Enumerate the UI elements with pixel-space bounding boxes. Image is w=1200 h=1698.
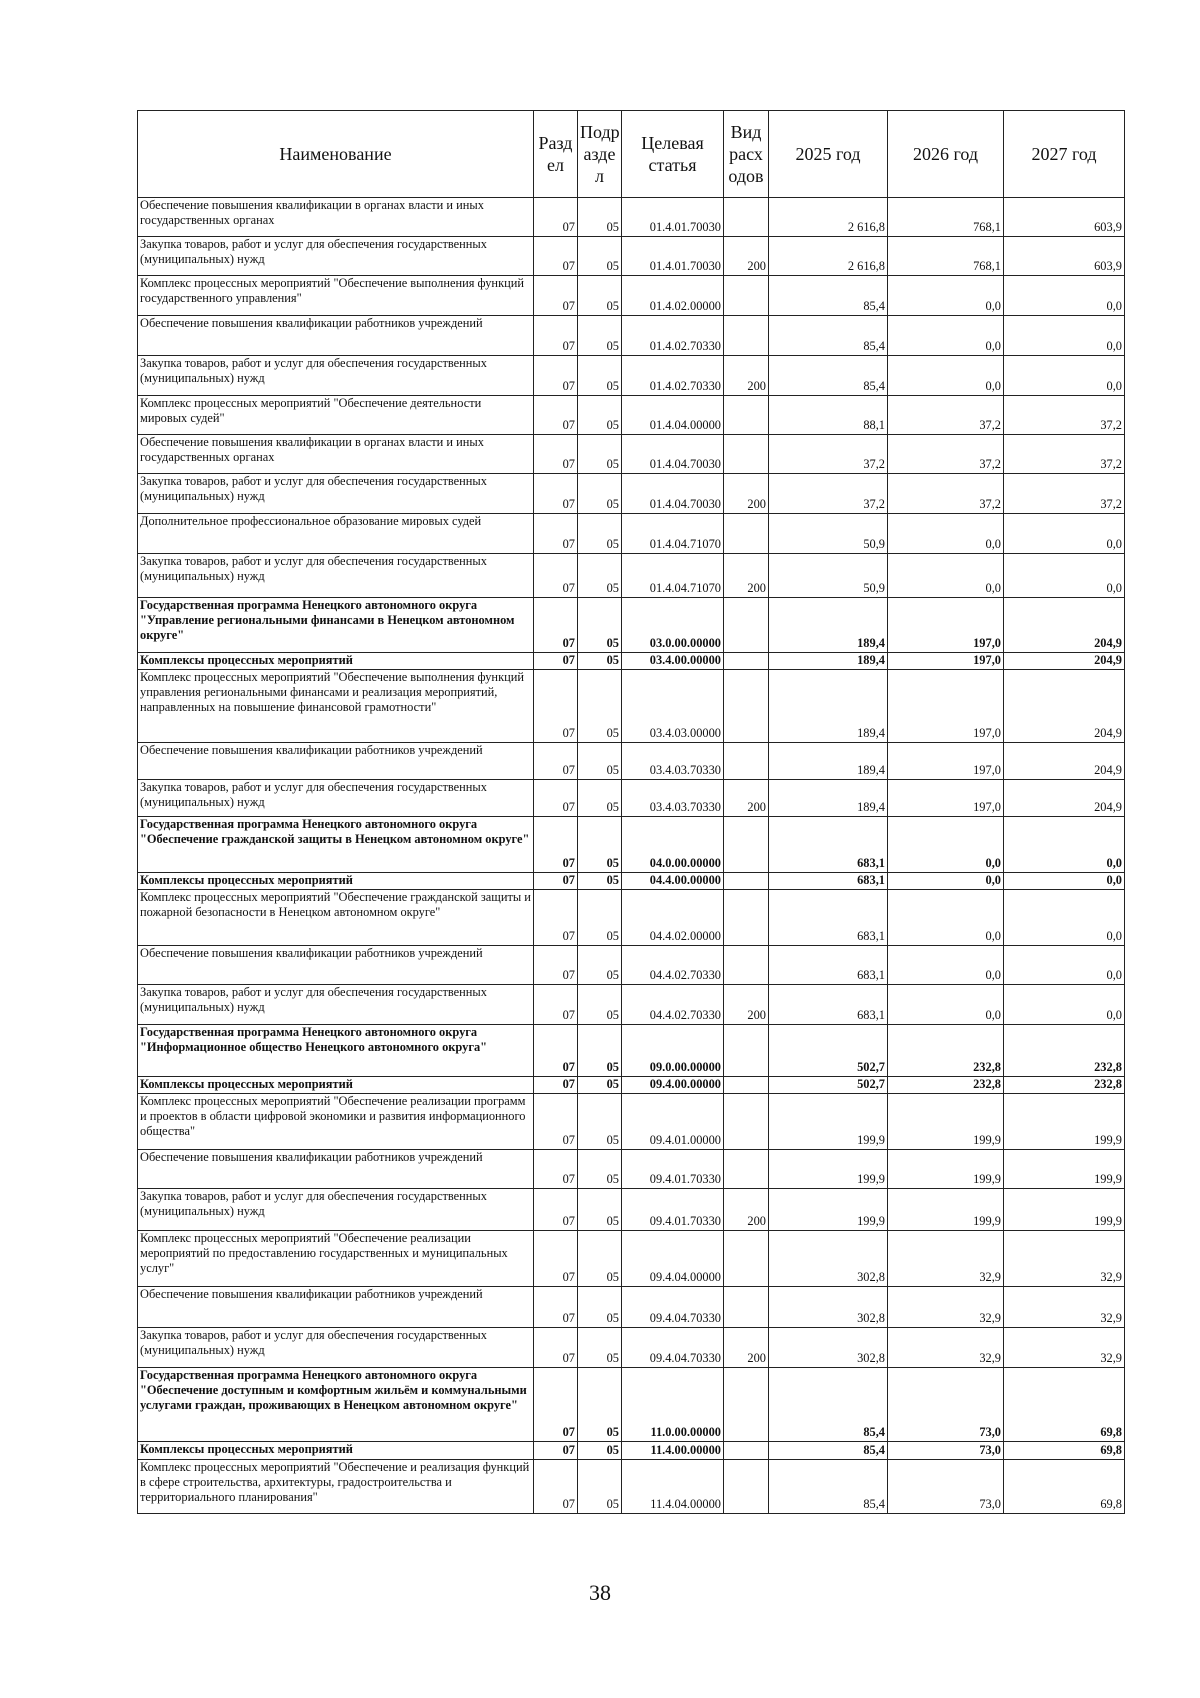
cell-2027: 37,2 xyxy=(1004,474,1125,514)
cell-vid xyxy=(724,1077,769,1094)
cell-vid xyxy=(724,1460,769,1514)
cell-statya: 01.4.02.00000 xyxy=(622,276,724,316)
cell-name: Дополнительное профессиональное образование мировых судей xyxy=(138,514,534,554)
cell-2026: 197,0 xyxy=(888,743,1004,780)
table-row xyxy=(138,1442,1125,1460)
cell-name: Закупка товаров, работ и услуг для обеспечения государственных (муниципальных) нужд xyxy=(138,554,534,598)
cell-name: Обеспечение повышения квалификации работников учреждений xyxy=(138,743,534,780)
cell-statya: 04.0.00.00000 xyxy=(622,817,724,873)
cell-vid xyxy=(724,514,769,554)
cell-2027: 232,8 xyxy=(1004,1025,1125,1077)
cell-statya: 11.4.04.00000 xyxy=(622,1460,724,1514)
header-statya: Целевая статья xyxy=(622,111,724,198)
cell-statya: 09.4.04.00000 xyxy=(622,1231,724,1287)
table-row xyxy=(138,1231,1125,1287)
cell-name: Государственная программа Ненецкого автономного округа "Обеспечение доступным и комфортным жильём и коммунальными услугами граждан, проживающих в Ненецком автономном округе" xyxy=(138,1368,534,1442)
cell-2026: 0,0 xyxy=(888,985,1004,1025)
cell-vid xyxy=(724,670,769,743)
cell-podrazdel: 05 xyxy=(578,985,622,1025)
cell-vid: 200 xyxy=(724,356,769,396)
cell-podrazdel: 05 xyxy=(578,1442,622,1460)
cell-2027: 69,8 xyxy=(1004,1368,1125,1442)
cell-name: Комплекс процессных мероприятий "Обеспечение гражданской защиты и пожарной безопасности в Ненецком автономном округе" xyxy=(138,890,534,946)
cell-name: Комплексы процессных мероприятий xyxy=(138,653,534,670)
cell-2025: 189,4 xyxy=(769,670,888,743)
cell-name: Обеспечение повышения квалификации работников учреждений xyxy=(138,946,534,985)
cell-statya: 01.4.04.71070 xyxy=(622,554,724,598)
cell-podrazdel: 05 xyxy=(578,1094,622,1150)
cell-statya: 09.4.00.00000 xyxy=(622,1077,724,1094)
cell-name: Государственная программа Ненецкого автономного округа "Управление региональными финансами в Ненецком автономном округе" xyxy=(138,598,534,653)
cell-2026: 0,0 xyxy=(888,276,1004,316)
cell-2027: 0,0 xyxy=(1004,873,1125,890)
cell-razdel: 07 xyxy=(534,198,578,237)
cell-name: Обеспечение повышения квалификации работников учреждений xyxy=(138,316,534,356)
cell-razdel: 07 xyxy=(534,1231,578,1287)
cell-razdel: 07 xyxy=(534,396,578,435)
cell-2025: 189,4 xyxy=(769,598,888,653)
cell-vid: 200 xyxy=(724,474,769,514)
table-row xyxy=(138,743,1125,780)
cell-2027: 199,9 xyxy=(1004,1150,1125,1189)
cell-name: Комплекс процессных мероприятий "Обеспечение и реализация функций в сфере строительства, архитектуры, градостроительства и территориального планирования" xyxy=(138,1460,534,1514)
cell-podrazdel: 05 xyxy=(578,1189,622,1231)
cell-razdel: 07 xyxy=(534,1189,578,1231)
cell-statya: 09.4.04.70330 xyxy=(622,1287,724,1328)
cell-2026: 0,0 xyxy=(888,356,1004,396)
cell-podrazdel: 05 xyxy=(578,890,622,946)
cell-2025: 50,9 xyxy=(769,554,888,598)
cell-statya: 01.4.04.70030 xyxy=(622,474,724,514)
cell-2027: 32,9 xyxy=(1004,1287,1125,1328)
cell-2027: 37,2 xyxy=(1004,396,1125,435)
cell-razdel: 07 xyxy=(534,237,578,276)
table-row xyxy=(138,946,1125,985)
cell-2025: 189,4 xyxy=(769,743,888,780)
cell-podrazdel: 05 xyxy=(578,276,622,316)
cell-name: Закупка товаров, работ и услуг для обеспечения государственных (муниципальных) нужд xyxy=(138,985,534,1025)
cell-2026: 73,0 xyxy=(888,1460,1004,1514)
cell-2025: 85,4 xyxy=(769,1368,888,1442)
cell-vid xyxy=(724,890,769,946)
cell-podrazdel: 05 xyxy=(578,316,622,356)
cell-2025: 302,8 xyxy=(769,1328,888,1368)
cell-2027: 204,9 xyxy=(1004,670,1125,743)
cell-statya: 01.4.01.70030 xyxy=(622,237,724,276)
cell-razdel: 07 xyxy=(534,474,578,514)
cell-statya: 01.4.02.70330 xyxy=(622,356,724,396)
cell-2025: 2 616,8 xyxy=(769,237,888,276)
cell-podrazdel: 05 xyxy=(578,474,622,514)
cell-name: Комплексы процессных мероприятий xyxy=(138,1442,534,1460)
cell-2025: 189,4 xyxy=(769,653,888,670)
cell-vid xyxy=(724,1094,769,1150)
cell-2026: 37,2 xyxy=(888,435,1004,474)
cell-vid xyxy=(724,743,769,780)
cell-podrazdel: 05 xyxy=(578,1231,622,1287)
cell-name: Обеспечение повышения квалификации работников учреждений xyxy=(138,1287,534,1328)
budget-table xyxy=(137,110,1125,1514)
cell-podrazdel: 05 xyxy=(578,1368,622,1442)
cell-2026: 32,9 xyxy=(888,1287,1004,1328)
cell-name: Комплексы процессных мероприятий xyxy=(138,873,534,890)
cell-statya: 04.4.00.00000 xyxy=(622,873,724,890)
cell-2026: 197,0 xyxy=(888,598,1004,653)
cell-razdel: 07 xyxy=(534,1442,578,1460)
cell-statya: 11.0.00.00000 xyxy=(622,1368,724,1442)
cell-2025: 37,2 xyxy=(769,474,888,514)
cell-2027: 0,0 xyxy=(1004,316,1125,356)
cell-vid xyxy=(724,1368,769,1442)
cell-razdel: 07 xyxy=(534,1150,578,1189)
cell-podrazdel: 05 xyxy=(578,653,622,670)
cell-2025: 85,4 xyxy=(769,1460,888,1514)
cell-name: Закупка товаров, работ и услуг для обеспечения государственных (муниципальных) нужд xyxy=(138,237,534,276)
cell-razdel: 07 xyxy=(534,743,578,780)
table-row xyxy=(138,276,1125,316)
cell-razdel: 07 xyxy=(534,653,578,670)
cell-razdel: 07 xyxy=(534,817,578,873)
table-row xyxy=(138,1094,1125,1150)
cell-2027: 0,0 xyxy=(1004,554,1125,598)
table-row xyxy=(138,873,1125,890)
table-row xyxy=(138,985,1125,1025)
cell-2027: 0,0 xyxy=(1004,817,1125,873)
header-2026: 2026 год xyxy=(888,111,1004,198)
cell-2026: 32,9 xyxy=(888,1328,1004,1368)
cell-name: Комплекс процессных мероприятий "Обеспечение выполнения функций государственного управления" xyxy=(138,276,534,316)
cell-statya: 01.4.04.70030 xyxy=(622,435,724,474)
cell-razdel: 07 xyxy=(534,554,578,598)
cell-razdel: 07 xyxy=(534,670,578,743)
table-row xyxy=(138,653,1125,670)
table-row xyxy=(138,356,1125,396)
cell-vid xyxy=(724,817,769,873)
cell-2026: 197,0 xyxy=(888,670,1004,743)
cell-vid xyxy=(724,1150,769,1189)
table-row xyxy=(138,670,1125,743)
table-row xyxy=(138,237,1125,276)
cell-2027: 69,8 xyxy=(1004,1460,1125,1514)
cell-podrazdel: 05 xyxy=(578,356,622,396)
cell-razdel: 07 xyxy=(534,1025,578,1077)
cell-podrazdel: 05 xyxy=(578,396,622,435)
cell-2026: 37,2 xyxy=(888,396,1004,435)
cell-vid xyxy=(724,1442,769,1460)
cell-statya: 04.4.02.70330 xyxy=(622,946,724,985)
cell-statya: 09.0.00.00000 xyxy=(622,1025,724,1077)
cell-vid: 200 xyxy=(724,237,769,276)
cell-name: Комплекс процессных мероприятий "Обеспечение выполнения функций управления региональными финансами и реализация мероприятий, направленных на повышение финансовой грамотности" xyxy=(138,670,534,743)
cell-2027: 204,9 xyxy=(1004,780,1125,817)
header-2027: 2027 год xyxy=(1004,111,1125,198)
cell-2027: 0,0 xyxy=(1004,514,1125,554)
cell-2025: 502,7 xyxy=(769,1077,888,1094)
cell-2025: 199,9 xyxy=(769,1150,888,1189)
cell-2026: 0,0 xyxy=(888,554,1004,598)
cell-podrazdel: 05 xyxy=(578,670,622,743)
cell-statya: 01.4.01.70030 xyxy=(622,198,724,237)
cell-2026: 0,0 xyxy=(888,946,1004,985)
cell-2025: 85,4 xyxy=(769,356,888,396)
header-vid: Вид расх одов xyxy=(724,111,769,198)
cell-2025: 199,9 xyxy=(769,1094,888,1150)
cell-statya: 09.4.01.00000 xyxy=(622,1094,724,1150)
cell-2027: 0,0 xyxy=(1004,985,1125,1025)
cell-2025: 37,2 xyxy=(769,435,888,474)
table-row xyxy=(138,554,1125,598)
cell-statya: 09.4.01.70330 xyxy=(622,1189,724,1231)
table-row xyxy=(138,598,1125,653)
cell-2027: 232,8 xyxy=(1004,1077,1125,1094)
cell-2027: 0,0 xyxy=(1004,890,1125,946)
table-row xyxy=(138,1328,1125,1368)
cell-2025: 2 616,8 xyxy=(769,198,888,237)
cell-name: Закупка товаров, работ и услуг для обеспечения государственных (муниципальных) нужд xyxy=(138,474,534,514)
header-razdel: Разд ел xyxy=(534,111,578,198)
cell-podrazdel: 05 xyxy=(578,1025,622,1077)
cell-razdel: 07 xyxy=(534,276,578,316)
cell-name: Обеспечение повышения квалификации работников учреждений xyxy=(138,1150,534,1189)
cell-2027: 204,9 xyxy=(1004,653,1125,670)
cell-podrazdel: 05 xyxy=(578,780,622,817)
cell-razdel: 07 xyxy=(534,356,578,396)
cell-2025: 302,8 xyxy=(769,1287,888,1328)
cell-name: Закупка товаров, работ и услуг для обеспечения государственных (муниципальных) нужд xyxy=(138,1189,534,1231)
cell-razdel: 07 xyxy=(534,1460,578,1514)
cell-2026: 232,8 xyxy=(888,1077,1004,1094)
header-name: Наименование xyxy=(138,111,534,198)
cell-2026: 0,0 xyxy=(888,890,1004,946)
cell-razdel: 07 xyxy=(534,1287,578,1328)
cell-2025: 85,4 xyxy=(769,276,888,316)
cell-2027: 32,9 xyxy=(1004,1328,1125,1368)
cell-statya: 03.4.03.70330 xyxy=(622,780,724,817)
cell-name: Обеспечение повышения квалификации в органах власти и иных государственных органах xyxy=(138,435,534,474)
cell-razdel: 07 xyxy=(534,514,578,554)
cell-vid xyxy=(724,598,769,653)
cell-name: Обеспечение повышения квалификации в органах власти и иных государственных органах xyxy=(138,198,534,237)
cell-razdel: 07 xyxy=(534,1077,578,1094)
cell-2025: 683,1 xyxy=(769,817,888,873)
cell-2026: 197,0 xyxy=(888,780,1004,817)
cell-2026: 197,0 xyxy=(888,653,1004,670)
cell-vid xyxy=(724,1231,769,1287)
cell-2026: 73,0 xyxy=(888,1368,1004,1442)
header-2025: 2025 год xyxy=(769,111,888,198)
cell-2026: 32,9 xyxy=(888,1231,1004,1287)
cell-podrazdel: 05 xyxy=(578,554,622,598)
table-row xyxy=(138,435,1125,474)
cell-podrazdel: 05 xyxy=(578,1077,622,1094)
cell-podrazdel: 05 xyxy=(578,598,622,653)
table-header-row xyxy=(138,111,1125,198)
cell-name: Закупка товаров, работ и услуг для обеспечения государственных (муниципальных) нужд xyxy=(138,780,534,817)
cell-razdel: 07 xyxy=(534,1328,578,1368)
cell-2026: 37,2 xyxy=(888,474,1004,514)
cell-2025: 683,1 xyxy=(769,946,888,985)
cell-podrazdel: 05 xyxy=(578,237,622,276)
cell-statya: 03.4.03.00000 xyxy=(622,670,724,743)
cell-2026: 199,9 xyxy=(888,1094,1004,1150)
cell-2026: 232,8 xyxy=(888,1025,1004,1077)
table-row xyxy=(138,474,1125,514)
cell-name: Закупка товаров, работ и услуг для обеспечения государственных (муниципальных) нужд xyxy=(138,356,534,396)
cell-razdel: 07 xyxy=(534,780,578,817)
cell-2025: 85,4 xyxy=(769,1442,888,1460)
cell-name: Государственная программа Ненецкого автономного округа "Информационное общество Ненецкого автономного округа" xyxy=(138,1025,534,1077)
cell-podrazdel: 05 xyxy=(578,946,622,985)
cell-razdel: 07 xyxy=(534,1094,578,1150)
cell-statya: 04.4.02.00000 xyxy=(622,890,724,946)
table-row xyxy=(138,1368,1125,1442)
cell-2027: 0,0 xyxy=(1004,356,1125,396)
cell-2026: 199,9 xyxy=(888,1150,1004,1189)
cell-vid xyxy=(724,946,769,985)
cell-razdel: 07 xyxy=(534,316,578,356)
cell-name: Комплекс процессных мероприятий "Обеспечение реализации программ и проектов в области цифровой экономики и развития информационного общества" xyxy=(138,1094,534,1150)
cell-vid: 200 xyxy=(724,1189,769,1231)
cell-2027: 0,0 xyxy=(1004,276,1125,316)
cell-razdel: 07 xyxy=(534,985,578,1025)
cell-podrazdel: 05 xyxy=(578,1328,622,1368)
cell-razdel: 07 xyxy=(534,890,578,946)
cell-statya: 09.4.01.70330 xyxy=(622,1150,724,1189)
cell-2025: 683,1 xyxy=(769,890,888,946)
cell-podrazdel: 05 xyxy=(578,743,622,780)
cell-name: Комплексы процессных мероприятий xyxy=(138,1077,534,1094)
cell-statya: 04.4.02.70330 xyxy=(622,985,724,1025)
cell-2026: 73,0 xyxy=(888,1442,1004,1460)
cell-statya: 03.4.03.70330 xyxy=(622,743,724,780)
table-row xyxy=(138,1189,1125,1231)
cell-vid xyxy=(724,1025,769,1077)
cell-statya: 11.4.00.00000 xyxy=(622,1442,724,1460)
cell-2025: 189,4 xyxy=(769,780,888,817)
cell-2027: 69,8 xyxy=(1004,1442,1125,1460)
table-row xyxy=(138,890,1125,946)
cell-2026: 768,1 xyxy=(888,198,1004,237)
cell-2025: 88,1 xyxy=(769,396,888,435)
cell-podrazdel: 05 xyxy=(578,817,622,873)
cell-razdel: 07 xyxy=(534,873,578,890)
cell-vid xyxy=(724,316,769,356)
cell-2027: 199,9 xyxy=(1004,1094,1125,1150)
table-row xyxy=(138,1460,1125,1514)
page-number: 38 xyxy=(589,1580,611,1605)
cell-podrazdel: 05 xyxy=(578,198,622,237)
cell-podrazdel: 05 xyxy=(578,514,622,554)
cell-razdel: 07 xyxy=(534,435,578,474)
table-row xyxy=(138,817,1125,873)
cell-statya: 01.4.04.00000 xyxy=(622,396,724,435)
cell-statya: 09.4.04.70330 xyxy=(622,1328,724,1368)
cell-name: Комплекс процессных мероприятий "Обеспечение деятельности мировых судей" xyxy=(138,396,534,435)
header-podrazdel: Подр азде л xyxy=(578,111,622,198)
cell-2026: 0,0 xyxy=(888,316,1004,356)
cell-2027: 603,9 xyxy=(1004,198,1125,237)
cell-vid xyxy=(724,653,769,670)
cell-vid xyxy=(724,873,769,890)
cell-2025: 85,4 xyxy=(769,316,888,356)
cell-2026: 199,9 xyxy=(888,1189,1004,1231)
cell-2025: 683,1 xyxy=(769,873,888,890)
table-row xyxy=(138,514,1125,554)
cell-2026: 768,1 xyxy=(888,237,1004,276)
cell-statya: 01.4.04.71070 xyxy=(622,514,724,554)
cell-name: Комплекс процессных мероприятий "Обеспечение реализации мероприятий по предоставлению государственных и муниципальных услуг" xyxy=(138,1231,534,1287)
cell-2026: 0,0 xyxy=(888,817,1004,873)
cell-statya: 03.0.00.00000 xyxy=(622,598,724,653)
cell-vid xyxy=(724,396,769,435)
cell-vid: 200 xyxy=(724,554,769,598)
table-row xyxy=(138,1150,1125,1189)
cell-2025: 502,7 xyxy=(769,1025,888,1077)
cell-2027: 603,9 xyxy=(1004,237,1125,276)
table-row xyxy=(138,1025,1125,1077)
cell-razdel: 07 xyxy=(534,1368,578,1442)
table-body xyxy=(138,198,1125,1514)
cell-2025: 199,9 xyxy=(769,1189,888,1231)
table-row xyxy=(138,1287,1125,1328)
cell-podrazdel: 05 xyxy=(578,435,622,474)
table-row xyxy=(138,198,1125,237)
cell-vid: 200 xyxy=(724,985,769,1025)
cell-razdel: 07 xyxy=(534,598,578,653)
cell-name: Государственная программа Ненецкого автономного округа "Обеспечение гражданской защиты в Ненецком автономном округе" xyxy=(138,817,534,873)
cell-vid xyxy=(724,435,769,474)
cell-razdel: 07 xyxy=(534,946,578,985)
cell-2026: 0,0 xyxy=(888,514,1004,554)
cell-2026: 0,0 xyxy=(888,873,1004,890)
cell-2027: 199,9 xyxy=(1004,1189,1125,1231)
cell-podrazdel: 05 xyxy=(578,873,622,890)
cell-2027: 37,2 xyxy=(1004,435,1125,474)
cell-statya: 01.4.02.70330 xyxy=(622,316,724,356)
table-row xyxy=(138,396,1125,435)
cell-2027: 32,9 xyxy=(1004,1231,1125,1287)
cell-vid xyxy=(724,276,769,316)
cell-podrazdel: 05 xyxy=(578,1150,622,1189)
cell-2025: 302,8 xyxy=(769,1231,888,1287)
cell-2027: 204,9 xyxy=(1004,598,1125,653)
cell-vid: 200 xyxy=(724,780,769,817)
table-row xyxy=(138,780,1125,817)
cell-2025: 50,9 xyxy=(769,514,888,554)
cell-vid: 200 xyxy=(724,1328,769,1368)
cell-name: Закупка товаров, работ и услуг для обеспечения государственных (муниципальных) нужд xyxy=(138,1328,534,1368)
cell-2027: 0,0 xyxy=(1004,946,1125,985)
table-row xyxy=(138,1077,1125,1094)
cell-vid xyxy=(724,198,769,237)
cell-2025: 683,1 xyxy=(769,985,888,1025)
cell-podrazdel: 05 xyxy=(578,1287,622,1328)
cell-2027: 204,9 xyxy=(1004,743,1125,780)
cell-podrazdel: 05 xyxy=(578,1460,622,1514)
cell-vid xyxy=(724,1287,769,1328)
table-row xyxy=(138,316,1125,356)
cell-statya: 03.4.00.00000 xyxy=(622,653,724,670)
